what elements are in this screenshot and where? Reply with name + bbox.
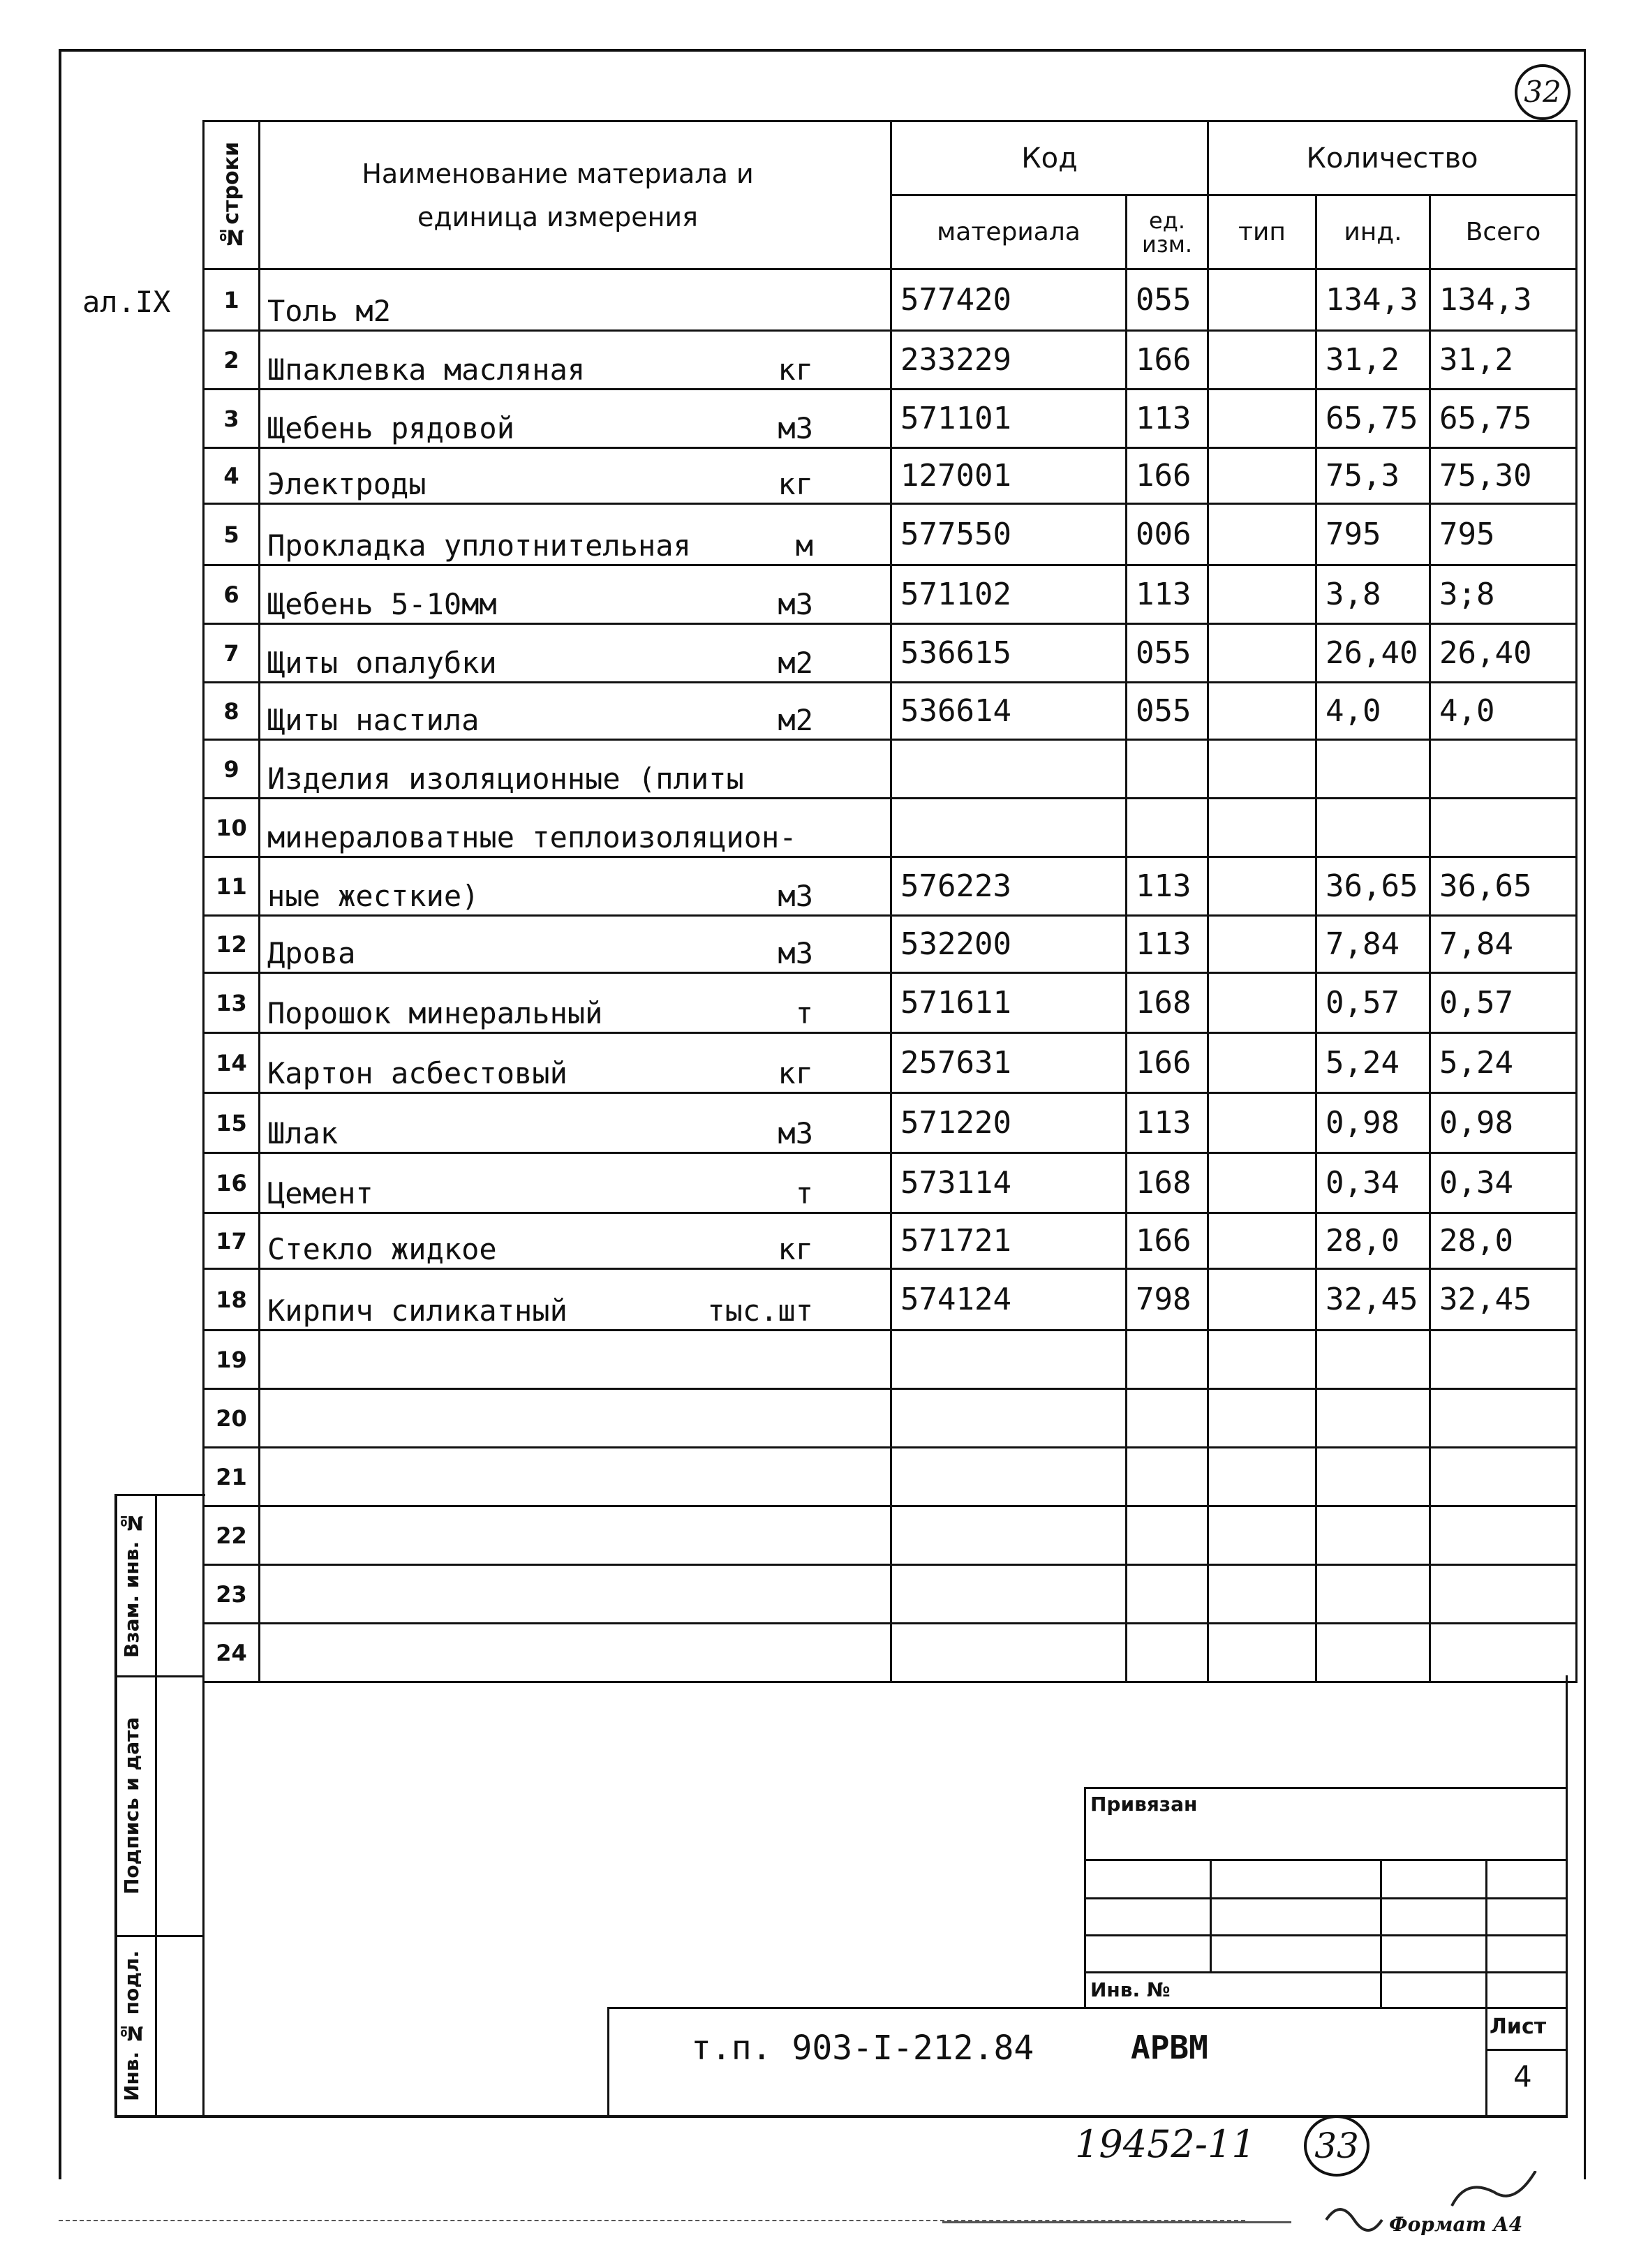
material-name (260, 1033, 891, 1093)
table-row (204, 740, 1577, 799)
material-code: 571220 (891, 1093, 1127, 1153)
row-number: 10 (204, 799, 260, 857)
qty-total: 0,98 (1430, 1093, 1577, 1153)
material-name (260, 624, 891, 683)
handwritten-number: 19452-11 (1075, 2122, 1256, 2166)
material-name (260, 448, 891, 504)
qty-total (1430, 799, 1577, 857)
qty-ind (1316, 799, 1430, 857)
qty-total: 32,45 (1430, 1269, 1577, 1331)
material-name (260, 1153, 891, 1213)
side-divider-1 (114, 1675, 202, 1677)
row-number: 6 (204, 565, 260, 624)
qty-ind: 31,2 (1316, 331, 1430, 390)
unit-code: 166 (1127, 448, 1208, 504)
qty-type (1208, 504, 1316, 565)
unit-code (1127, 740, 1208, 799)
material-name (260, 1269, 891, 1331)
header-code-unit (1127, 195, 1208, 269)
table-row (204, 1093, 1577, 1153)
material-name-text: Шлак (267, 1116, 339, 1150)
table-row (204, 504, 1577, 565)
row-number: 7 (204, 624, 260, 683)
material-name (260, 740, 891, 799)
material-unit: м3 (778, 587, 813, 621)
stamp-inv-label: Инв. № (1090, 1978, 1171, 2001)
stamp-sheet-number: 4 (1513, 2059, 1532, 2093)
header-name (260, 121, 891, 269)
table-row (204, 683, 1577, 740)
stamp-line-3 (1084, 1934, 1566, 1936)
material-code (891, 1331, 1127, 1389)
material-name-text: Цемент (267, 1176, 373, 1210)
side-label-inv-podl: Инв. № подл. (120, 1950, 143, 2101)
qty-ind (1316, 1624, 1430, 1682)
row-number: 24 (204, 1624, 260, 1682)
stamp-line-4 (1084, 1971, 1566, 1973)
stamp-vline-2 (1380, 1859, 1382, 2007)
row-number: 4 (204, 448, 260, 504)
material-name (260, 269, 891, 331)
unit-code: 113 (1127, 390, 1208, 448)
material-code (891, 1565, 1127, 1624)
material-unit: кг (778, 353, 813, 387)
unit-code: 113 (1127, 857, 1208, 916)
qty-ind: 7,84 (1316, 916, 1430, 973)
qty-ind: 5,24 (1316, 1033, 1430, 1093)
material-name (260, 857, 891, 916)
unit-code (1127, 1448, 1208, 1506)
material-unit: кг (778, 1232, 813, 1266)
qty-ind: 0,34 (1316, 1153, 1430, 1213)
qty-total: 7,84 (1430, 916, 1577, 973)
header-code-group: Код (891, 121, 1208, 195)
qty-total: 134,3 (1430, 269, 1577, 331)
unit-code: 166 (1127, 1213, 1208, 1269)
header-code-material: материала (891, 195, 1127, 269)
material-code (891, 1506, 1127, 1565)
material-name-text: Толь м2 (267, 294, 392, 328)
qty-total (1430, 1506, 1577, 1565)
qty-ind: 28,0 (1316, 1213, 1430, 1269)
qty-total: 26,40 (1430, 624, 1577, 683)
header-name-text: Наименование материала и единица измерения (362, 158, 754, 232)
qty-total (1430, 1389, 1577, 1448)
signature-scribble (1319, 2171, 1557, 2234)
material-name-text: Картон асбестовый (267, 1056, 567, 1090)
material-name (260, 973, 891, 1033)
material-name-text: Электроды (267, 467, 426, 501)
header-qty-group: Количество (1208, 121, 1577, 195)
row-number: 8 (204, 683, 260, 740)
qty-total: 0,34 (1430, 1153, 1577, 1213)
qty-ind (1316, 1331, 1430, 1389)
qty-total: 795 (1430, 504, 1577, 565)
material-name-text: Дрова (267, 936, 356, 970)
table-row (204, 269, 1577, 331)
unit-code (1127, 1331, 1208, 1389)
row-number: 5 (204, 504, 260, 565)
material-code: 536615 (891, 624, 1127, 683)
table-row (204, 1506, 1577, 1565)
header-qty-type: тип (1208, 195, 1316, 269)
table-row (204, 624, 1577, 683)
qty-type (1208, 1506, 1316, 1565)
material-unit: кг (778, 1056, 813, 1090)
row-number: 1 (204, 269, 260, 331)
stamp-vline-3 (1485, 1859, 1487, 2007)
material-code: 127001 (891, 448, 1127, 504)
material-code (891, 1389, 1127, 1448)
material-name-text: Прокладка уплотнительная (267, 528, 691, 563)
material-code: 571611 (891, 973, 1127, 1033)
material-name (260, 565, 891, 624)
unit-code: 166 (1127, 1033, 1208, 1093)
qty-total: 4,0 (1430, 683, 1577, 740)
qty-ind: 4,0 (1316, 683, 1430, 740)
unit-code (1127, 1565, 1208, 1624)
table-row (204, 1565, 1577, 1624)
material-name-text: Стекло жидкое (267, 1232, 497, 1266)
side-label-vzam: Взам. инв. № (120, 1511, 143, 1658)
row-number: 12 (204, 916, 260, 973)
qty-total: 36,65 (1430, 857, 1577, 916)
stamp-line-2 (1084, 1897, 1566, 1899)
qty-ind (1316, 1448, 1430, 1506)
material-name (260, 504, 891, 565)
stamp-designation-text: т.п. 903-I-212.84 (691, 2029, 1034, 2068)
material-name (260, 1506, 891, 1565)
header-code-unit-text: ед. изм. (1141, 207, 1193, 258)
material-code (891, 1448, 1127, 1506)
table-row (204, 973, 1577, 1033)
side-label-podpis: Подпись и дата (120, 1717, 143, 1895)
qty-ind (1316, 1389, 1430, 1448)
unit-code: 055 (1127, 269, 1208, 331)
material-name-text: минераловатные теплоизоляцион- (267, 820, 797, 854)
table-row (204, 1624, 1577, 1682)
qty-ind: 3,8 (1316, 565, 1430, 624)
qty-type (1208, 683, 1316, 740)
page-number: 32 (1524, 75, 1561, 109)
material-name-text: Щиты опалубки (267, 646, 497, 680)
bottom-rule (942, 2221, 1291, 2223)
material-code: 577550 (891, 504, 1127, 565)
material-unit: т (795, 1176, 813, 1210)
row-number: 11 (204, 857, 260, 916)
qty-total: 65,75 (1430, 390, 1577, 448)
row-number: 21 (204, 1448, 260, 1506)
qty-type (1208, 1448, 1316, 1506)
row-number: 3 (204, 390, 260, 448)
qty-type (1208, 1624, 1316, 1682)
qty-type (1208, 331, 1316, 390)
material-name-text: Щиты настила (267, 703, 480, 737)
qty-ind: 795 (1316, 504, 1430, 565)
row-number: 14 (204, 1033, 260, 1093)
material-name (260, 799, 891, 857)
qty-type (1208, 740, 1316, 799)
material-code (891, 1624, 1127, 1682)
table-row (204, 1331, 1577, 1389)
qty-type (1208, 1331, 1316, 1389)
page-number-circle (1515, 64, 1571, 120)
material-name-text: Щебень 5-10мм (267, 587, 497, 621)
material-name (260, 1624, 891, 1682)
qty-type (1208, 799, 1316, 857)
stamp-mark: АРВМ (1131, 2029, 1208, 2066)
material-unit: кг (778, 467, 813, 501)
table-row (204, 1033, 1577, 1093)
qty-type (1208, 390, 1316, 448)
qty-ind: 75,3 (1316, 448, 1430, 504)
qty-type (1208, 973, 1316, 1033)
material-code: 576223 (891, 857, 1127, 916)
side-divider-2 (114, 1935, 202, 1937)
qty-type (1208, 1213, 1316, 1269)
unit-code (1127, 799, 1208, 857)
material-code: 257631 (891, 1033, 1127, 1093)
qty-type (1208, 1565, 1316, 1624)
stamp-privyazan-label: Привязан (1090, 1793, 1198, 1816)
material-unit: м3 (778, 411, 813, 445)
material-name (260, 1565, 891, 1624)
table-row (204, 1153, 1577, 1213)
qty-ind: 65,75 (1316, 390, 1430, 448)
material-code: 574124 (891, 1269, 1127, 1331)
material-unit: м2 (778, 703, 813, 737)
material-name (260, 390, 891, 448)
unit-code: 168 (1127, 973, 1208, 1033)
table-row (204, 390, 1577, 448)
qty-type (1208, 1153, 1316, 1213)
stamp-designation (691, 2029, 1034, 2068)
qty-total (1430, 1565, 1577, 1624)
qty-total (1430, 740, 1577, 799)
material-name (260, 1448, 891, 1506)
qty-type (1208, 1033, 1316, 1093)
material-code: 571721 (891, 1213, 1127, 1269)
qty-total: 28,0 (1430, 1213, 1577, 1269)
qty-total: 3;8 (1430, 565, 1577, 624)
side-inner-vline (155, 1494, 157, 2115)
unit-code (1127, 1624, 1208, 1682)
unit-code: 113 (1127, 916, 1208, 973)
qty-type (1208, 565, 1316, 624)
qty-total: 0,57 (1430, 973, 1577, 1033)
material-name-text: Порошок минеральный (267, 996, 603, 1030)
header-row-no (204, 121, 260, 269)
unit-code: 168 (1127, 1153, 1208, 1213)
row-number: 2 (204, 331, 260, 390)
unit-code: 798 (1127, 1269, 1208, 1331)
unit-code: 113 (1127, 565, 1208, 624)
material-name (260, 1213, 891, 1269)
qty-type (1208, 1093, 1316, 1153)
row-number: 23 (204, 1565, 260, 1624)
material-name (260, 1331, 891, 1389)
material-code: 577420 (891, 269, 1127, 331)
material-code (891, 740, 1127, 799)
unit-code (1127, 1389, 1208, 1448)
lower-area-left-line (202, 1675, 205, 2115)
row-number: 20 (204, 1389, 260, 1448)
unit-code: 166 (1127, 331, 1208, 390)
material-unit: м3 (778, 879, 813, 913)
material-code: 233229 (891, 331, 1127, 390)
margin-label: ал.IX (82, 285, 171, 319)
row-number: 9 (204, 740, 260, 799)
table-body (204, 269, 1577, 1682)
material-name-text: Кирпич силикатный (267, 1294, 567, 1328)
qty-type (1208, 448, 1316, 504)
table-row (204, 331, 1577, 390)
table-row (204, 1389, 1577, 1448)
material-name (260, 331, 891, 390)
unit-code: 113 (1127, 1093, 1208, 1153)
material-unit: т (795, 996, 813, 1030)
qty-ind (1316, 1565, 1430, 1624)
qty-ind: 0,57 (1316, 973, 1430, 1033)
table-row (204, 1269, 1577, 1331)
format-note: Формат А4 (1389, 2213, 1523, 2236)
row-number: 16 (204, 1153, 260, 1213)
qty-total: 31,2 (1430, 331, 1577, 390)
unit-code (1127, 1506, 1208, 1565)
header-qty-ind: инд. (1316, 195, 1430, 269)
material-code (891, 799, 1127, 857)
qty-ind: 0,98 (1316, 1093, 1430, 1153)
qty-type (1208, 857, 1316, 916)
material-unit: м (795, 528, 813, 563)
material-name-text: Щебень рядовой (267, 411, 515, 445)
qty-type (1208, 624, 1316, 683)
material-unit: м3 (778, 936, 813, 970)
unit-code: 006 (1127, 504, 1208, 565)
stamp-sheet-label: Лист (1490, 2015, 1547, 2039)
qty-ind: 36,65 (1316, 857, 1430, 916)
table-row (204, 448, 1577, 504)
qty-total: 5,24 (1430, 1033, 1577, 1093)
material-unit: тыс.шт (707, 1294, 813, 1328)
material-code: 536614 (891, 683, 1127, 740)
header-row-no-text: №строки (219, 141, 244, 249)
table-row (204, 916, 1577, 973)
table-row (204, 799, 1577, 857)
material-name (260, 916, 891, 973)
material-name (260, 683, 891, 740)
material-unit: м2 (778, 646, 813, 680)
stamp-sheet-hline (1485, 2049, 1566, 2051)
qty-total (1430, 1331, 1577, 1389)
material-name-text: Шпаклевка масляная (267, 353, 586, 387)
table-row (204, 565, 1577, 624)
row-number: 15 (204, 1093, 260, 1153)
row-number: 19 (204, 1331, 260, 1389)
material-name (260, 1389, 891, 1448)
material-code: 532200 (891, 916, 1127, 973)
qty-ind: 26,40 (1316, 624, 1430, 683)
stamp-vline-1 (1210, 1859, 1212, 1971)
qty-ind (1316, 1506, 1430, 1565)
qty-total: 75,30 (1430, 448, 1577, 504)
qty-ind (1316, 740, 1430, 799)
qty-total (1430, 1448, 1577, 1506)
row-number: 18 (204, 1269, 260, 1331)
materials-table (202, 120, 1578, 1683)
qty-type (1208, 1269, 1316, 1331)
material-name-text: ные жесткие) (267, 879, 480, 913)
table-row (204, 1213, 1577, 1269)
header-qty-total: Всего (1430, 195, 1577, 269)
table-row (204, 1448, 1577, 1506)
row-number: 13 (204, 973, 260, 1033)
bottom-circle (1304, 2115, 1369, 2177)
qty-type (1208, 1389, 1316, 1448)
bottom-circle-number: 33 (1314, 2126, 1359, 2166)
row-number: 17 (204, 1213, 260, 1269)
material-name (260, 1093, 891, 1153)
stamp-line-1 (1084, 1859, 1566, 1861)
material-code: 571102 (891, 565, 1127, 624)
material-name-text: Изделия изоляционные (плиты (267, 762, 744, 796)
qty-type (1208, 269, 1316, 331)
row-number: 22 (204, 1506, 260, 1565)
stamp-sheet-vline (1485, 2007, 1487, 2115)
table-row (204, 857, 1577, 916)
qty-type (1208, 916, 1316, 973)
unit-code: 055 (1127, 683, 1208, 740)
qty-total (1430, 1624, 1577, 1682)
material-unit: м3 (778, 1116, 813, 1150)
unit-code: 055 (1127, 624, 1208, 683)
material-code: 573114 (891, 1153, 1127, 1213)
qty-ind: 32,45 (1316, 1269, 1430, 1331)
qty-ind: 134,3 (1316, 269, 1430, 331)
material-code: 571101 (891, 390, 1127, 448)
